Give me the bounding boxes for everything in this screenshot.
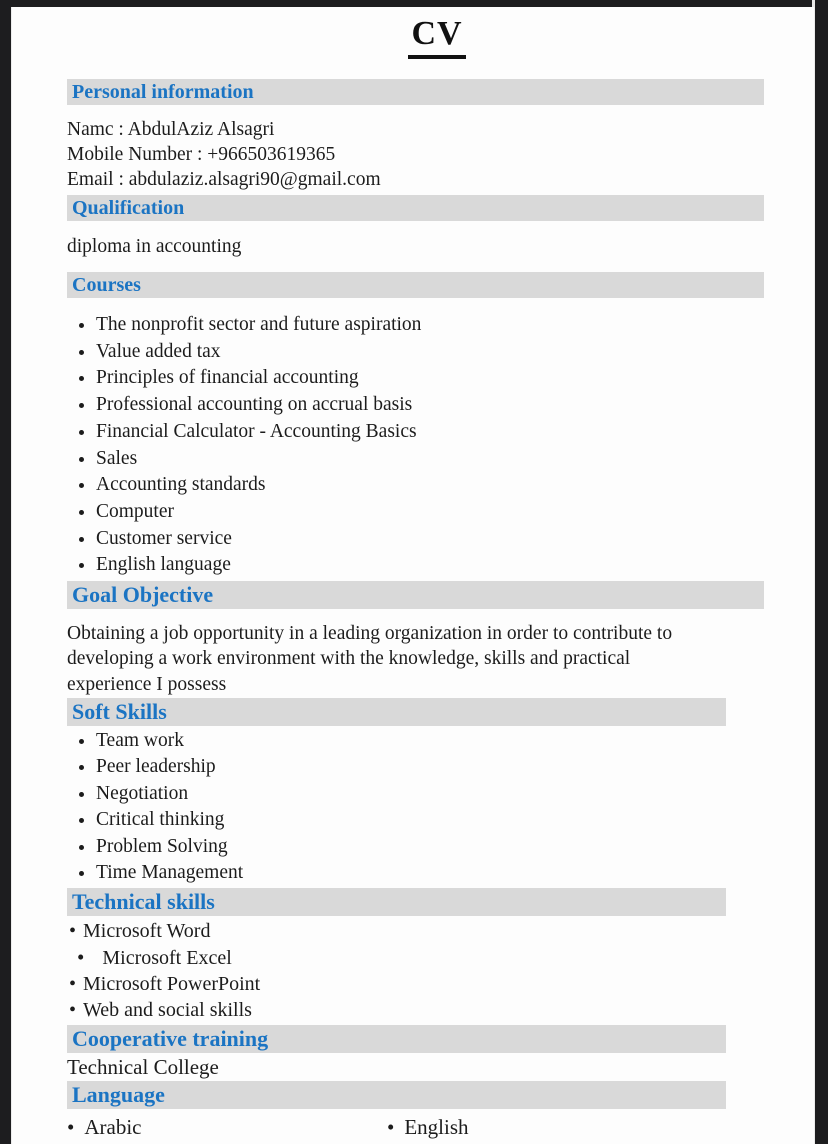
- course-item: • Accounting standards: [96, 472, 814, 499]
- document-content: [12, 7, 814, 1140]
- technical-skill-item: • Microsoft PowerPoint: [67, 971, 814, 997]
- soft-skill-item: • Team work: [96, 728, 814, 754]
- course-item: • Professional accounting on accrual basis: [96, 392, 814, 419]
- page-frame-top: [0, 0, 812, 7]
- soft-skill-item: • Peer leadership: [96, 754, 814, 780]
- personal-mobile-line: Mobile Number : +966503619365: [67, 144, 336, 165]
- technical-skills-list: [67, 918, 814, 1023]
- cooperative-training-text: Technical College: [67, 1055, 219, 1080]
- section-heading-goal-objective: Goal Objective: [67, 581, 764, 609]
- language-item-arabic: • Arabic: [67, 1114, 387, 1140]
- section-heading-cooperative-training: Cooperative training: [67, 1025, 726, 1053]
- course-item: • Financial Calculator - Accounting Basics: [96, 419, 814, 446]
- language-row: [67, 1114, 814, 1140]
- soft-skill-item: • Problem Solving: [96, 834, 814, 860]
- section-heading-language: Language: [67, 1081, 726, 1109]
- course-item: • English language: [96, 552, 814, 579]
- technical-skill-item: • Microsoft Word: [67, 918, 814, 944]
- page-frame-right: [815, 0, 828, 1144]
- goal-objective-text: Obtaining a job opportunity in a leading organization in order to contribute to developing a work environment with the knowledge, skills and practical experience I possess: [67, 623, 673, 695]
- course-item: • Customer service: [96, 526, 814, 553]
- course-item: • Principles of financial accounting: [96, 365, 814, 392]
- section-heading-technical-skills: Technical skills: [67, 888, 726, 916]
- language-item-english: • English: [387, 1114, 469, 1140]
- page-frame-left: [0, 0, 11, 1144]
- section-heading-personal-information: Personal information: [67, 79, 764, 105]
- personal-info-block: [67, 117, 814, 192]
- course-item: • The nonprofit sector and future aspiration: [96, 312, 814, 339]
- soft-skill-item: • Critical thinking: [96, 807, 814, 833]
- courses-list: [67, 312, 814, 579]
- course-item: • Value added tax: [96, 339, 814, 366]
- section-heading-qualification: Qualification: [67, 195, 764, 221]
- technical-skill-item: • Microsoft Excel: [67, 944, 814, 971]
- personal-name-line: Namc : AbdulAziz Alsagri: [67, 119, 275, 140]
- qualification-text: diploma in accounting: [67, 236, 242, 257]
- personal-email-line: Email : abdulaziz.alsagri90@gmail.com: [67, 169, 381, 190]
- section-heading-courses: Courses: [67, 272, 764, 298]
- title-row: [67, 13, 807, 59]
- soft-skill-item: • Time Management: [96, 860, 814, 886]
- section-heading-soft-skills: Soft Skills: [67, 698, 726, 726]
- cv-title: CV: [408, 13, 465, 59]
- course-item: • Computer: [96, 499, 814, 526]
- document-page: [11, 7, 815, 1144]
- soft-skill-item: • Negotiation: [96, 781, 814, 807]
- course-item: • Sales: [96, 446, 814, 473]
- technical-skill-item: • Web and social skills: [67, 997, 814, 1023]
- soft-skills-list: [67, 728, 814, 886]
